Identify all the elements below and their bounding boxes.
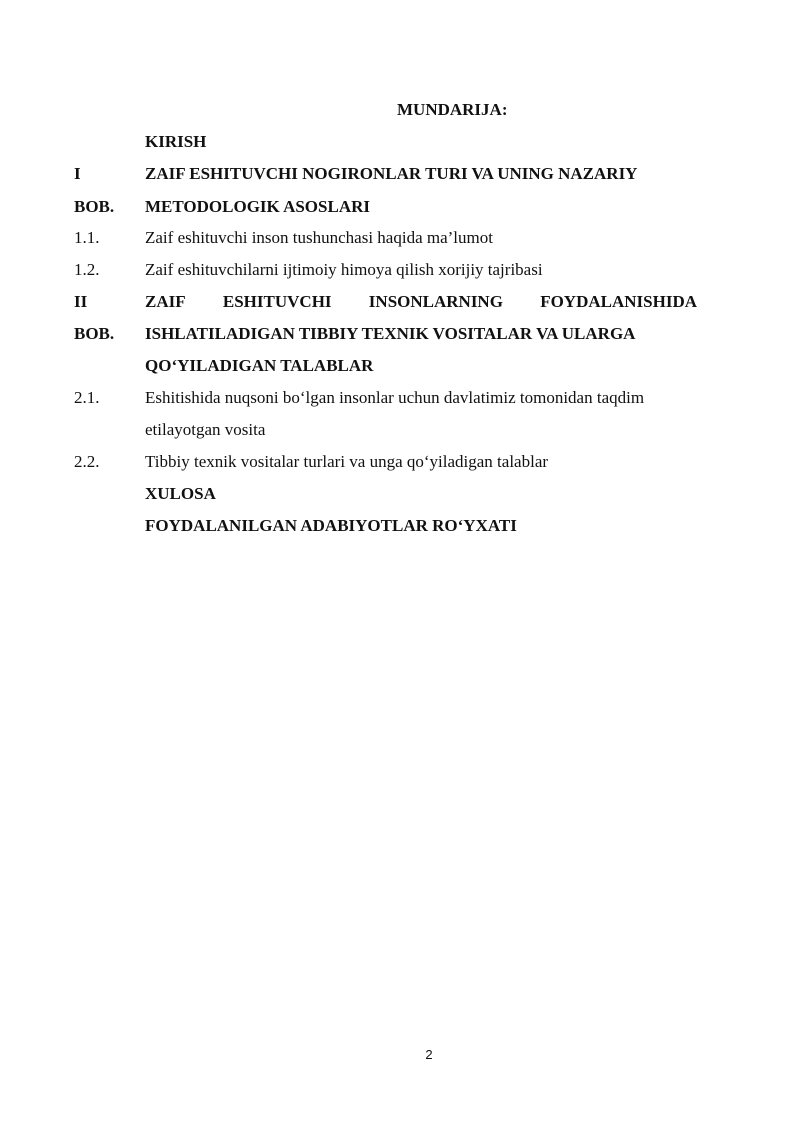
toc-row	[0, 131, 800, 163]
toc-row-text-justified	[145, 291, 697, 313]
toc-row-number: 2.2.	[74, 452, 100, 471]
toc-row-text: METODOLOGIK ASOSLARI	[145, 197, 370, 216]
toc-word: ZAIF	[145, 292, 186, 311]
toc-row-text: etilayotgan vosita	[145, 420, 266, 439]
toc-row	[0, 291, 800, 323]
toc-row	[0, 355, 800, 387]
toc-row	[0, 419, 800, 451]
toc-row	[0, 196, 800, 228]
toc-row-text: Zaif eshituvchilarni ijtimoiy himoya qilish xorijiy tajribasi	[145, 260, 543, 279]
toc-row-text: XULOSA	[145, 484, 216, 503]
toc-word: INSONLARNING	[368, 292, 503, 311]
toc-row	[0, 163, 800, 195]
toc-row-text: FOYDALANILGAN ADABIYOTLAR RO‘YXATI	[145, 516, 517, 535]
toc-word: FOYDALANISHIDA	[540, 292, 697, 311]
toc-row-number: II	[74, 292, 88, 311]
toc-row	[0, 259, 800, 291]
toc-row-text: ZAIF ESHITUVCHI NOGIRONLAR TURI VA UNING NAZARIY	[145, 164, 638, 183]
toc-row-text: KIRISH	[145, 132, 207, 151]
toc-row	[0, 323, 800, 355]
toc-row	[0, 387, 800, 419]
toc-row-number: BOB.	[74, 324, 115, 343]
toc-row-number: 2.1.	[74, 388, 100, 407]
toc-row	[0, 483, 800, 515]
toc-row	[0, 451, 800, 483]
page-title: MUNDARIJA:	[397, 100, 508, 119]
toc-row-number: I	[74, 164, 81, 183]
toc-row-number: BOB.	[74, 197, 115, 216]
toc-row-text: ISHLATILADIGAN TIBBIY TEXNIK VOSITALAR VA ULARGA	[145, 324, 636, 343]
toc-row-number: 1.2.	[74, 260, 100, 279]
toc-row-text: QO‘YILADIGAN TALABLAR	[145, 356, 374, 375]
toc-row-number: 1.1.	[74, 228, 100, 247]
toc-row	[0, 227, 800, 259]
toc-word: ESHITUVCHI	[222, 292, 332, 311]
page-number: 2	[425, 1047, 433, 1062]
toc-row-text: Zaif eshituvchi inson tushunchasi haqida ma’lumot	[145, 228, 493, 247]
toc-row	[0, 515, 800, 547]
toc-row-text: Eshitishida nuqsoni bo‘lgan insonlar uchun davlatimiz tomonidan taqdim	[145, 388, 645, 407]
toc-row-text: Tibbiy texnik vositalar turlari va unga qo‘yiladigan talablar	[145, 452, 549, 471]
